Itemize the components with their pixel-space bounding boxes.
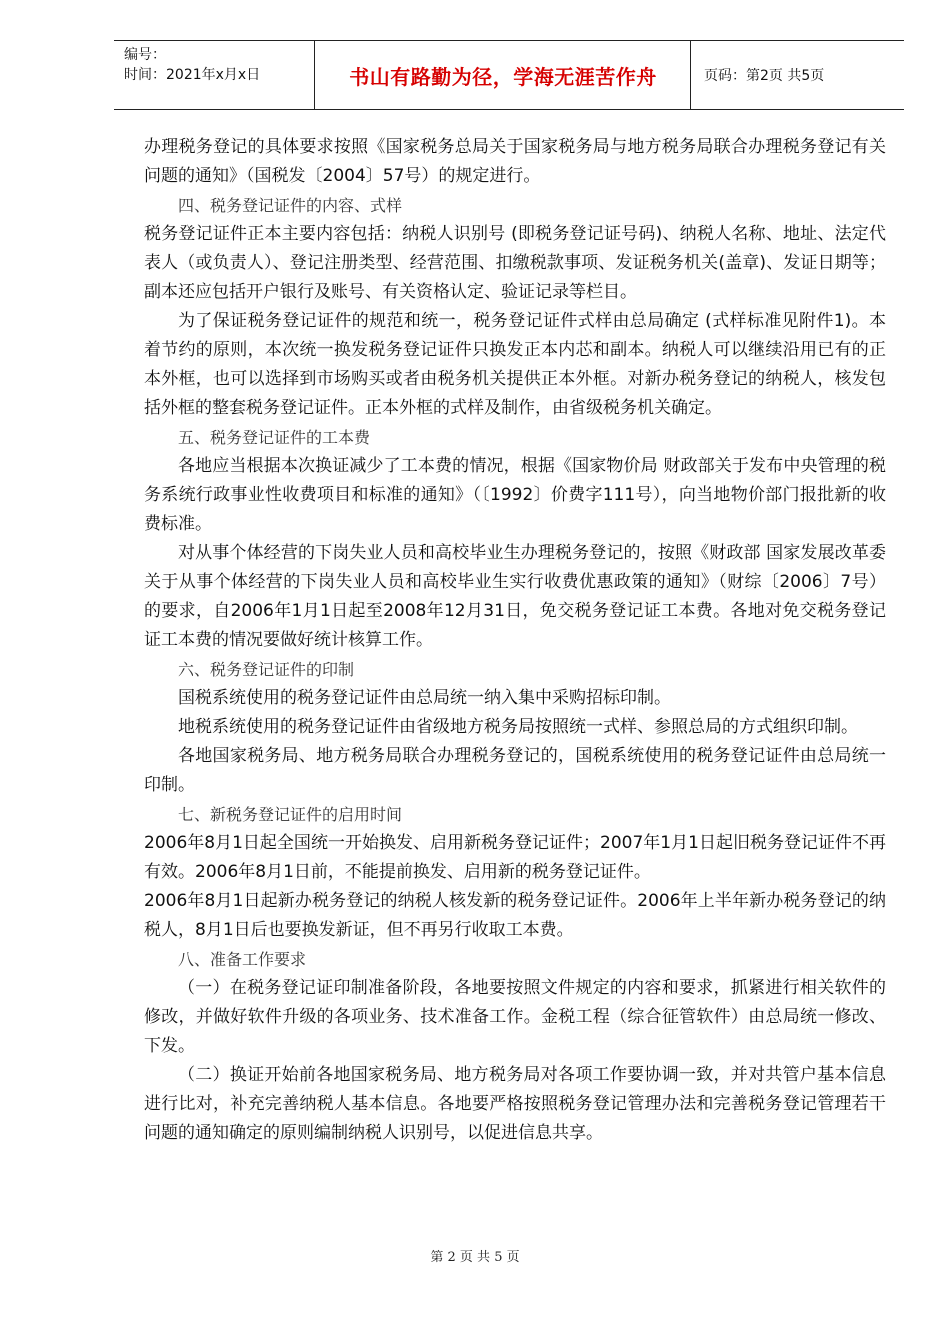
- body-paragraph: （一）在税务登记证印制准备阶段，各地要按照文件规定的内容和要求，抓紧进行相关软件的修改，并做好软件升级的各项业务、技术准备工作。金税工程（综合征管软件）由总局统一修改、下发。: [144, 978, 886, 1056]
- section-heading: 七、新税务登记证件的启用时间: [178, 805, 403, 824]
- page-header: [114, 40, 904, 110]
- header-motto: 书山有路勤为径，学海无涯苦作舟: [349, 64, 657, 89]
- body-paragraph: 地税系统使用的税务登记证件由省级地方税务局按照统一式样、参照总局的方式组织印制。: [178, 717, 858, 737]
- body-paragraph: 国税系统使用的税务登记证件由总局统一纳入集中采购招标印制。: [178, 688, 671, 708]
- body-paragraph: 对从事个体经营的下岗失业人员和高校毕业生办理税务登记的，按照《财政部 国家发展改革委关于从事个体经营的下岗失业人员和高校毕业生实行收费优惠政策的通知》（财综〔2006〕7号）的要求，自2006年1月1日起至2008年12月31日，免交税务登记证工本费。各地对免交税务登记证工本费的情况要做好统计核算工作。: [144, 543, 886, 650]
- body-paragraph: （二）换证开始前各地国家税务局、地方税务局对各项工作要协调一致，并对共管户基本信息进行比对，补充完善纳税人基本信息。各地要严格按照税务登记管理办法和完善税务登记管理若干问题的通知确定的原则编制纳税人识别号，以促进信息共享。: [144, 1065, 886, 1143]
- section-heading: 五、税务登记证件的工本费: [178, 428, 371, 447]
- body-paragraph: 为了保证税务登记证件的规范和统一，税务登记证件式样由总局确定 (式样标准见附件1)。本着节约的原则，本次统一换发税务登记证件只换发正本内芯和副本。纳税人可以继续沿用已有的正本外框，也可以选择到市场购买或者由税务机关提供正本外框。对新办税务登记的纳税人，核发包括外框的整套税务登记证件。正本外框的式样及制作，由省级税务机关确定。: [144, 311, 886, 418]
- body-paragraph: 税务登记证件正本主要内容包括：纳税人识别号 (即税务登记证号码)、纳税人名称、地址、法定代表人（或负责人）、登记注册类型、经营范围、扣缴税款事项、发证税务机关(盖章)、发证日期等；副本还应包括开户银行及账号、有关资格认定、验证记录等栏目。: [144, 224, 886, 302]
- body-paragraph: 办理税务登记的具体要求按照《国家税务总局关于国家税务局与地方税务局联合办理税务登记有关问题的通知》（国税发〔2004〕57号）的规定进行。: [144, 137, 886, 186]
- body-paragraph: 2006年8月1日起新办税务登记的纳税人核发新的税务登记证件。2006年上半年新办税务登记的纳税人，8月1日后也要换发新证，但不再另行收取工本费。: [144, 891, 886, 940]
- doc-number-label: 编号：: [124, 47, 166, 63]
- header-page-number: 页码：第2页 共5页: [704, 68, 825, 84]
- body-paragraph: 各地应当根据本次换证减少了工本费的情况，根据《国家物价局 财政部关于发布中央管理的税务系统行政事业性收费项目和标准的通知》（〔1992〕价费字111号），向当地物价部门报批新的收费标准。: [144, 456, 886, 534]
- page-footer: 第 2 页 共 5 页: [430, 1250, 520, 1265]
- header-divider: [690, 41, 691, 109]
- section-heading: 六、税务登记证件的印制: [178, 660, 355, 679]
- document-body: [144, 133, 886, 1148]
- header-meta: [114, 41, 314, 109]
- body-paragraph: 各地国家税务局、地方税务局联合办理税务登记的，国税系统使用的税务登记证件由总局统一印制。: [144, 746, 886, 795]
- doc-time-label: 时间：2021年x月x日: [124, 67, 261, 83]
- header-divider: [314, 41, 315, 109]
- section-heading: 八、准备工作要求: [178, 950, 307, 969]
- section-heading: 四、税务登记证件的内容、式样: [178, 196, 403, 215]
- body-paragraph: 2006年8月1日起全国统一开始换发、启用新税务登记证件；2007年1月1日起旧税务登记证件不再有效。2006年8月1日前，不能提前换发、启用新的税务登记证件。: [144, 833, 886, 882]
